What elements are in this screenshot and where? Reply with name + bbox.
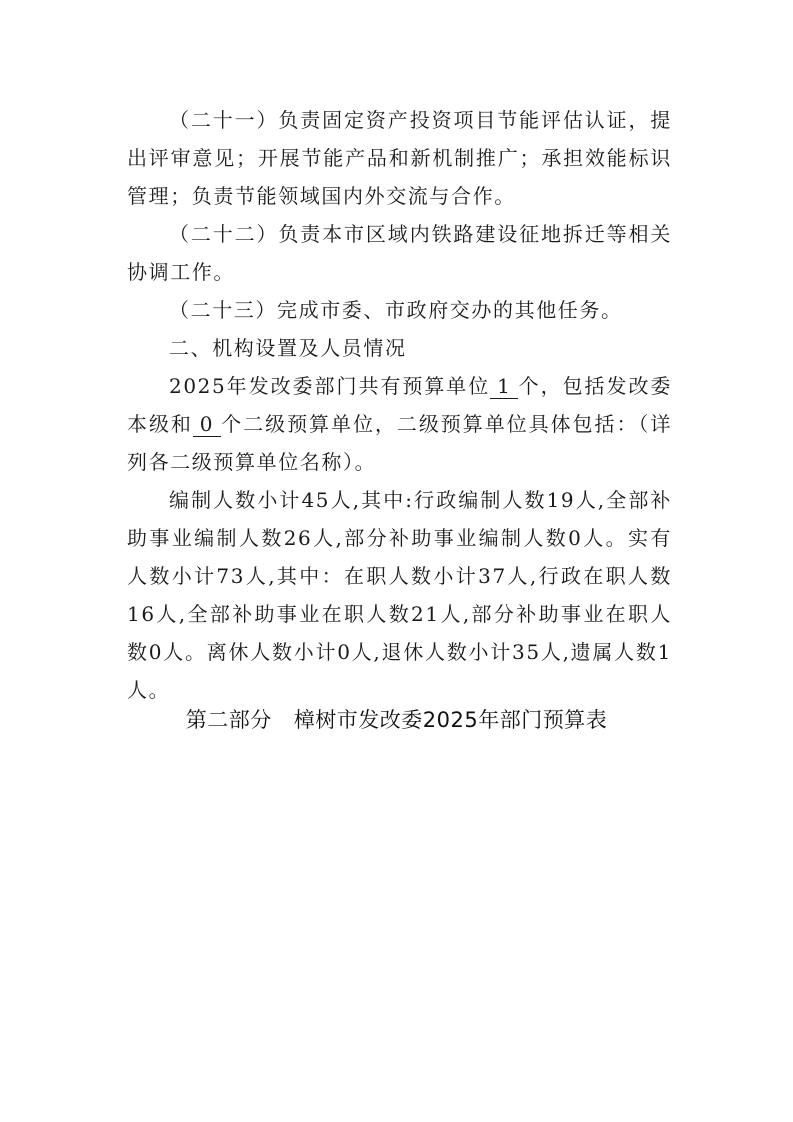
body-text — [127, 101, 672, 709]
part-two-label: 第二部分 — [185, 708, 272, 732]
paragraph-item-22: （二十二）负责本市区域内铁路建设征地拆迁等相关协调工作。 — [127, 222, 672, 284]
sub-units-count-underlined: 0 — [193, 412, 221, 437]
budget-units-paragraph — [127, 367, 672, 481]
units-text-3: 个二级预算单位，二级预算单位具体包括：（详列各二级预算单位名称）。 — [127, 412, 672, 474]
units-count-underlined: 1 — [490, 374, 518, 399]
part-two-heading: 樟树市发改委2025年部门预算表 — [293, 708, 608, 732]
units-text-1: 2025年发改委部门共有预算单位 — [169, 374, 491, 398]
section-heading: 二、机构设置及人员情况 — [169, 336, 407, 360]
units-text-2: 个，包括发改委本级和 — [127, 374, 673, 436]
paragraph-item-23: （二十三）完成市委、市政府交办的其他任务。 — [169, 298, 623, 322]
paragraph-item-21: （二十一）负责固定资产投资项目节能评估认证，提出评审意见；开展节能产品和新机制推广；承担效能标识管理；负责节能领域国内外交流与合作。 — [127, 108, 672, 208]
staffing-paragraph: 编制人数小计45人,其中:行政编制人数19人,全部补助事业编制人数26人,部分补助事业编制人数0人。实有人数小计73人,其中：在职人数小计37人,行政在职人数16人,全部补助事业在职人数21人,部分补助事业在职人数0人。离休人数小计0人,退休人数小计35人,遗属人数1人。 — [127, 488, 672, 702]
part-two-title — [0, 704, 793, 734]
